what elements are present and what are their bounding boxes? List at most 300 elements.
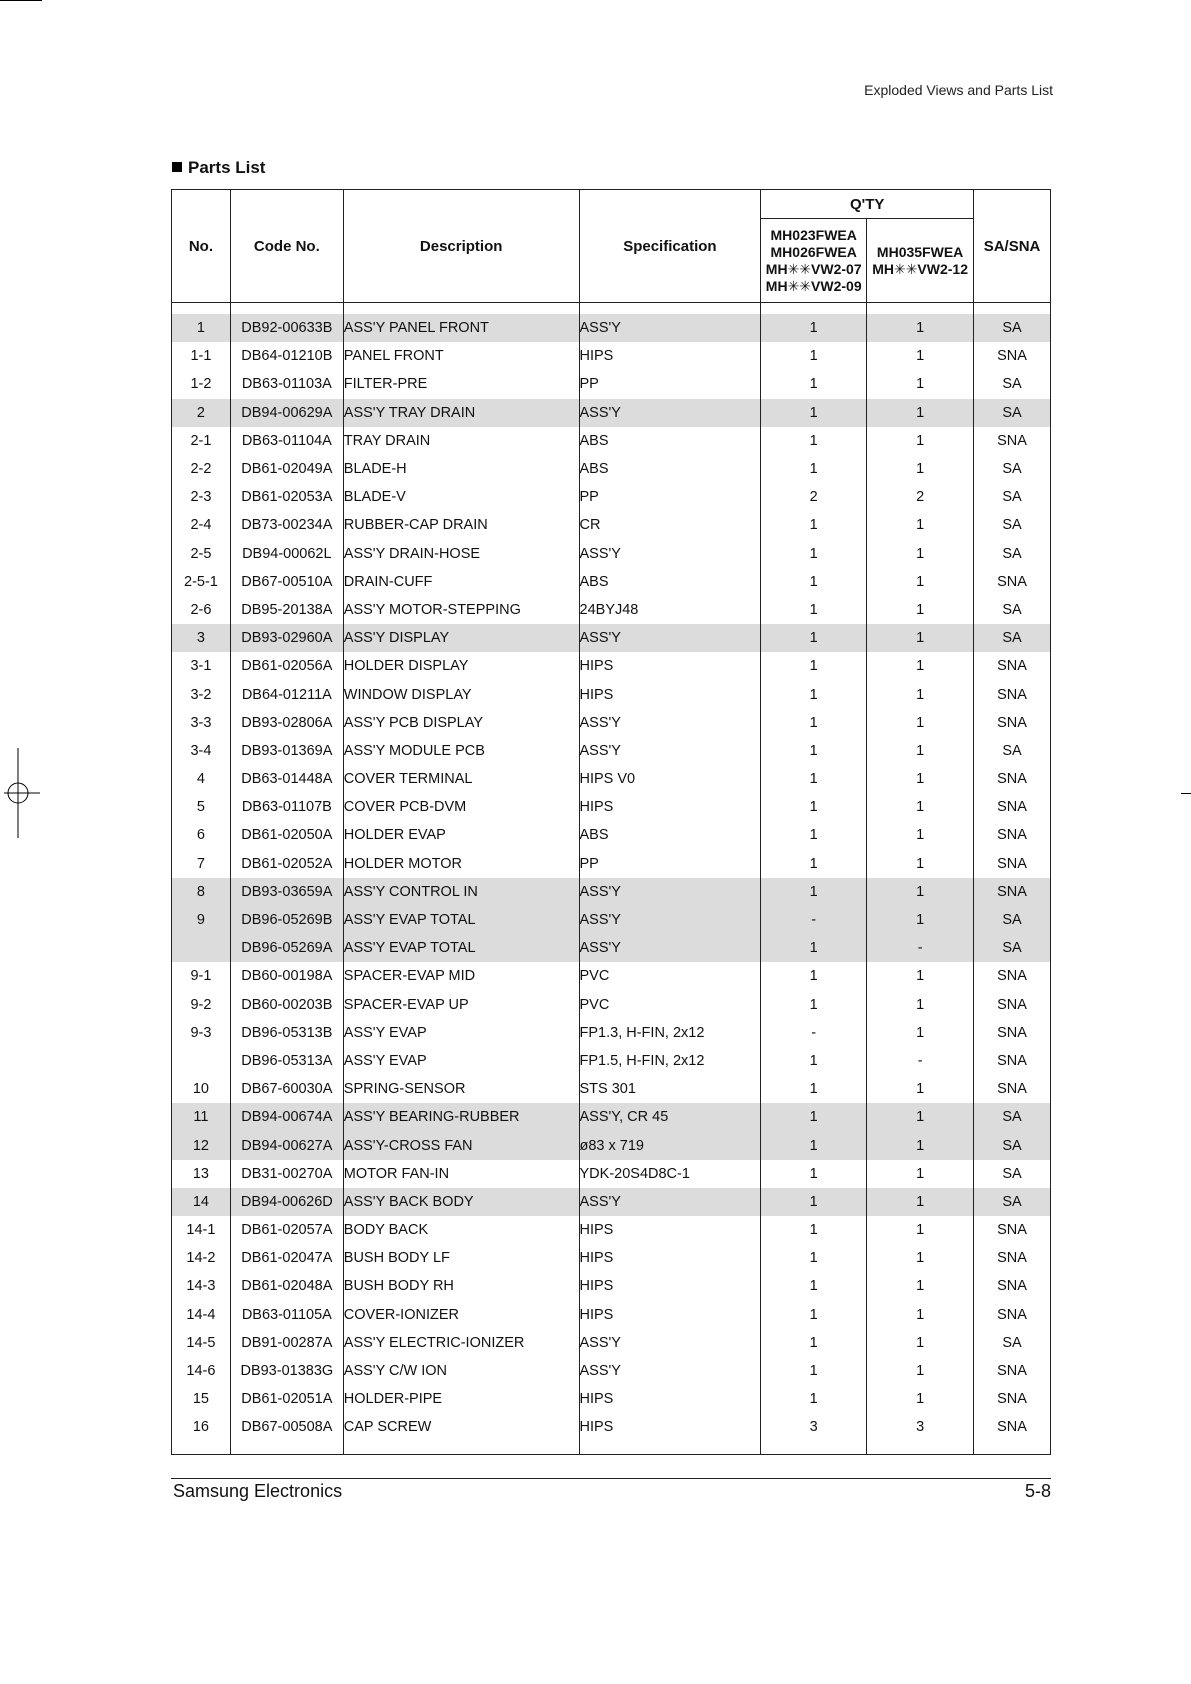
cell-code: DB63-01107B — [230, 793, 343, 821]
cell-qty-model-b: 3 — [867, 1413, 974, 1441]
table-row — [172, 1216, 1051, 1244]
cell-qty-model-b: 1 — [867, 680, 974, 708]
cell-description: ASS'Y EVAP — [343, 1047, 579, 1075]
cell-qty-model-a: 1 — [761, 709, 867, 737]
table-row — [172, 1188, 1051, 1216]
cell-qty-model-a: 2 — [761, 483, 867, 511]
cell-no — [172, 934, 231, 962]
cell-description: ASS'Y ELECTRIC-IONIZER — [343, 1329, 579, 1357]
table-row — [172, 1413, 1051, 1441]
cell-specification: ASS'Y — [579, 1357, 761, 1385]
cell-description: ASS'Y CONTROL IN — [343, 878, 579, 906]
header-qty: Q'TY — [761, 190, 974, 219]
cell-sa-sna: SNA — [974, 991, 1051, 1019]
cell-specification: ABS — [579, 821, 761, 849]
cell-specification: HIPS — [579, 1216, 761, 1244]
cell-sa-sna: SA — [974, 370, 1051, 398]
cell-specification: ASS'Y — [579, 878, 761, 906]
header-model-a: MH023FWEA MH026FWEA MH✳✳VW2-07 MH✳✳VW2-09 — [761, 219, 867, 303]
cell-no: 4 — [172, 765, 231, 793]
cell-no — [172, 1047, 231, 1075]
footer-company: Samsung Electronics — [173, 1481, 343, 1501]
cell-specification: HIPS V0 — [579, 765, 761, 793]
cell-code: DB94-00626D — [230, 1188, 343, 1216]
cell-qty-model-a: 1 — [761, 455, 867, 483]
cell-specification: ASS'Y, CR 45 — [579, 1103, 761, 1131]
cell-sa-sna: SA — [974, 1329, 1051, 1357]
table-row — [172, 793, 1051, 821]
cell-code: DB96-05269B — [230, 906, 343, 934]
cell-code: DB61-02053A — [230, 483, 343, 511]
cell-description: ASS'Y PANEL FRONT — [343, 314, 579, 342]
cell-sa-sna: SA — [974, 540, 1051, 568]
cell-code: DB63-01103A — [230, 370, 343, 398]
cell-code: DB61-02052A — [230, 850, 343, 878]
cell-no: 14-6 — [172, 1357, 231, 1385]
table-row — [172, 680, 1051, 708]
cell-no: 14-3 — [172, 1272, 231, 1300]
cell-code: DB63-01448A — [230, 765, 343, 793]
cell-no: 3-3 — [172, 709, 231, 737]
table-row — [172, 1357, 1051, 1385]
table-row — [172, 1329, 1051, 1357]
cell-qty-model-b: 1 — [867, 878, 974, 906]
cell-description: HOLDER-PIPE — [343, 1385, 579, 1413]
table-row — [172, 1019, 1051, 1047]
table-row — [172, 737, 1051, 765]
cell-specification: HIPS — [579, 1385, 761, 1413]
bullet-square-icon — [172, 162, 182, 172]
cell-qty-model-b: 1 — [867, 511, 974, 539]
cell-specification: PP — [579, 370, 761, 398]
cell-qty-model-a: 1 — [761, 1047, 867, 1075]
cell-qty-model-a: 1 — [761, 991, 867, 1019]
cell-description: ASS'Y BEARING-RUBBER — [343, 1103, 579, 1131]
cell-sa-sna: SNA — [974, 1385, 1051, 1413]
cell-code: DB95-20138A — [230, 596, 343, 624]
cell-specification: ASS'Y — [579, 906, 761, 934]
table-row — [172, 709, 1051, 737]
cell-specification: PVC — [579, 991, 761, 1019]
cell-qty-model-a: 1 — [761, 821, 867, 849]
cell-description: ASS'Y DISPLAY — [343, 624, 579, 652]
cell-description: PANEL FRONT — [343, 342, 579, 370]
table-row — [172, 1385, 1051, 1413]
cell-sa-sna: SNA — [974, 1301, 1051, 1329]
cell-specification: ABS — [579, 568, 761, 596]
cell-sa-sna: SA — [974, 737, 1051, 765]
cell-description: MOTOR FAN-IN — [343, 1160, 579, 1188]
cell-description: DRAIN-CUFF — [343, 568, 579, 596]
cell-qty-model-b: 1 — [867, 1329, 974, 1357]
cell-code: DB93-01369A — [230, 737, 343, 765]
cell-specification: HIPS — [579, 1413, 761, 1441]
cell-qty-model-a: 1 — [761, 793, 867, 821]
cell-qty-model-a: - — [761, 906, 867, 934]
section-title — [172, 158, 265, 178]
cell-sa-sna: SA — [974, 1103, 1051, 1131]
header-sa-sna: SA/SNA — [974, 190, 1051, 303]
cell-no: 16 — [172, 1413, 231, 1441]
cell-code: DB94-00062L — [230, 540, 343, 568]
cell-no: 13 — [172, 1160, 231, 1188]
table-row — [172, 878, 1051, 906]
cell-sa-sna: SA — [974, 314, 1051, 342]
cell-sa-sna: SNA — [974, 1244, 1051, 1272]
table-row — [172, 399, 1051, 427]
cell-description: BLADE-V — [343, 483, 579, 511]
cell-code: DB93-02806A — [230, 709, 343, 737]
cell-qty-model-a: 1 — [761, 1103, 867, 1131]
cell-sa-sna: SNA — [974, 1047, 1051, 1075]
header-specification: Specification — [579, 190, 761, 303]
cell-qty-model-b: 1 — [867, 821, 974, 849]
cell-qty-model-b: 1 — [867, 540, 974, 568]
cell-code: DB92-00633B — [230, 314, 343, 342]
registration-mark-icon — [4, 748, 40, 838]
cell-qty-model-b: 1 — [867, 962, 974, 990]
cell-sa-sna: SNA — [974, 568, 1051, 596]
cell-specification: 24BYJ48 — [579, 596, 761, 624]
cell-no: 14-2 — [172, 1244, 231, 1272]
cell-sa-sna: SNA — [974, 1357, 1051, 1385]
cell-specification: ASS'Y — [579, 399, 761, 427]
cell-sa-sna: SNA — [974, 962, 1051, 990]
cell-specification: YDK-20S4D8C-1 — [579, 1160, 761, 1188]
cell-qty-model-a: 1 — [761, 1160, 867, 1188]
crop-mark-right — [1181, 793, 1191, 794]
table-row — [172, 652, 1051, 680]
cell-specification: HIPS — [579, 1301, 761, 1329]
cell-qty-model-a: 1 — [761, 399, 867, 427]
header-model-b: MH035FWEA MH✳✳VW2-12 — [867, 219, 974, 303]
cell-code: DB61-02047A — [230, 1244, 343, 1272]
cell-sa-sna: SNA — [974, 793, 1051, 821]
cell-sa-sna: SA — [974, 1188, 1051, 1216]
cell-qty-model-b: - — [867, 934, 974, 962]
cell-code: DB61-02057A — [230, 1216, 343, 1244]
cell-qty-model-a: 1 — [761, 1301, 867, 1329]
table-row — [172, 342, 1051, 370]
cell-qty-model-a: - — [761, 1019, 867, 1047]
cell-qty-model-b: 1 — [867, 342, 974, 370]
cell-qty-model-b: 2 — [867, 483, 974, 511]
cell-no: 3-1 — [172, 652, 231, 680]
cell-no: 9-3 — [172, 1019, 231, 1047]
cell-qty-model-b: 1 — [867, 850, 974, 878]
cell-description: SPRING-SENSOR — [343, 1075, 579, 1103]
table-row — [172, 1131, 1051, 1159]
cell-description: ASS'Y PCB DISPLAY — [343, 709, 579, 737]
cell-specification: ASS'Y — [579, 709, 761, 737]
cell-sa-sna: SNA — [974, 652, 1051, 680]
table-row — [172, 1244, 1051, 1272]
cell-qty-model-a: 1 — [761, 624, 867, 652]
cell-qty-model-a: 1 — [761, 540, 867, 568]
cell-qty-model-a: 1 — [761, 1244, 867, 1272]
cell-qty-model-a: 1 — [761, 850, 867, 878]
cell-no: 1 — [172, 314, 231, 342]
cell-qty-model-b: - — [867, 1047, 974, 1075]
cell-sa-sna: SA — [974, 906, 1051, 934]
cell-code: DB96-05269A — [230, 934, 343, 962]
cell-specification: CR — [579, 511, 761, 539]
cell-code: DB73-00234A — [230, 511, 343, 539]
header-description: Description — [343, 190, 579, 303]
cell-specification: ABS — [579, 455, 761, 483]
cell-qty-model-b: 1 — [867, 427, 974, 455]
footer-rule — [171, 1478, 1051, 1479]
cell-description: BODY BACK — [343, 1216, 579, 1244]
cell-code: DB60-00203B — [230, 991, 343, 1019]
cell-code: DB67-00510A — [230, 568, 343, 596]
table-row — [172, 427, 1051, 455]
cell-description: ASS'Y MODULE PCB — [343, 737, 579, 765]
cell-no: 2-3 — [172, 483, 231, 511]
cell-code: DB67-60030A — [230, 1075, 343, 1103]
cell-description: SPACER-EVAP UP — [343, 991, 579, 1019]
cell-sa-sna: SNA — [974, 765, 1051, 793]
cell-specification: HIPS — [579, 793, 761, 821]
cell-qty-model-a: 1 — [761, 652, 867, 680]
table-row — [172, 1047, 1051, 1075]
cell-sa-sna: SA — [974, 399, 1051, 427]
cell-specification: PVC — [579, 962, 761, 990]
cell-description: WINDOW DISPLAY — [343, 680, 579, 708]
cell-qty-model-b: 1 — [867, 793, 974, 821]
cell-qty-model-b: 1 — [867, 455, 974, 483]
cell-qty-model-a: 1 — [761, 1216, 867, 1244]
cell-qty-model-a: 1 — [761, 878, 867, 906]
cell-specification: HIPS — [579, 652, 761, 680]
cell-code: DB63-01105A — [230, 1301, 343, 1329]
cell-qty-model-a: 1 — [761, 596, 867, 624]
cell-no: 6 — [172, 821, 231, 849]
table-row — [172, 624, 1051, 652]
cell-no: 14-1 — [172, 1216, 231, 1244]
cell-description: BUSH BODY LF — [343, 1244, 579, 1272]
table-row — [172, 1272, 1051, 1300]
cell-qty-model-b: 1 — [867, 1188, 974, 1216]
cell-sa-sna: SNA — [974, 1075, 1051, 1103]
cell-sa-sna: SNA — [974, 821, 1051, 849]
cell-qty-model-a: 1 — [761, 511, 867, 539]
cell-specification: FP1.5, H-FIN, 2x12 — [579, 1047, 761, 1075]
cell-qty-model-b: 1 — [867, 1301, 974, 1329]
cell-qty-model-a: 1 — [761, 737, 867, 765]
table-row — [172, 1103, 1051, 1131]
table-row — [172, 568, 1051, 596]
cell-code: DB60-00198A — [230, 962, 343, 990]
cell-qty-model-a: 1 — [761, 1329, 867, 1357]
table-row — [172, 455, 1051, 483]
cell-no: 9 — [172, 906, 231, 934]
cell-sa-sna: SNA — [974, 709, 1051, 737]
cell-code: DB64-01210B — [230, 342, 343, 370]
cell-sa-sna: SA — [974, 483, 1051, 511]
cell-sa-sna: SNA — [974, 680, 1051, 708]
cell-description: ASS'Y DRAIN-HOSE — [343, 540, 579, 568]
cell-qty-model-b: 1 — [867, 596, 974, 624]
cell-qty-model-b: 1 — [867, 1131, 974, 1159]
cell-code: DB67-00508A — [230, 1413, 343, 1441]
cell-code: DB61-02051A — [230, 1385, 343, 1413]
cell-sa-sna: SA — [974, 455, 1051, 483]
cell-specification: ASS'Y — [579, 1188, 761, 1216]
cell-description: SPACER-EVAP MID — [343, 962, 579, 990]
cell-qty-model-b: 1 — [867, 709, 974, 737]
cell-code: DB31-00270A — [230, 1160, 343, 1188]
crop-mark — [0, 0, 42, 1]
table-row — [172, 821, 1051, 849]
cell-no: 1-2 — [172, 370, 231, 398]
cell-qty-model-b: 1 — [867, 568, 974, 596]
cell-no: 2-5 — [172, 540, 231, 568]
table-row — [172, 483, 1051, 511]
cell-code: DB61-02050A — [230, 821, 343, 849]
cell-specification: ASS'Y — [579, 624, 761, 652]
cell-sa-sna: SA — [974, 624, 1051, 652]
cell-sa-sna: SA — [974, 1160, 1051, 1188]
cell-no: 11 — [172, 1103, 231, 1131]
cell-code: DB91-00287A — [230, 1329, 343, 1357]
cell-no: 14-4 — [172, 1301, 231, 1329]
table-row — [172, 1075, 1051, 1103]
cell-qty-model-b: 1 — [867, 399, 974, 427]
cell-no: 2-5-1 — [172, 568, 231, 596]
cell-code: DB94-00674A — [230, 1103, 343, 1131]
cell-description: HOLDER EVAP — [343, 821, 579, 849]
cell-qty-model-b: 1 — [867, 1103, 974, 1131]
cell-qty-model-b: 1 — [867, 1216, 974, 1244]
cell-sa-sna: SNA — [974, 1216, 1051, 1244]
header-code: Code No. — [230, 190, 343, 303]
cell-specification: ASS'Y — [579, 934, 761, 962]
cell-description: ASS'Y C/W ION — [343, 1357, 579, 1385]
cell-sa-sna: SNA — [974, 1413, 1051, 1441]
cell-qty-model-b: 1 — [867, 1357, 974, 1385]
section-title-text: Parts List — [188, 158, 266, 177]
cell-qty-model-b: 1 — [867, 737, 974, 765]
cell-description: ASS'Y-CROSS FAN — [343, 1131, 579, 1159]
cell-no: 5 — [172, 793, 231, 821]
cell-description: CAP SCREW — [343, 1413, 579, 1441]
cell-qty-model-a: 1 — [761, 1131, 867, 1159]
cell-qty-model-a: 1 — [761, 1385, 867, 1413]
cell-qty-model-b: 1 — [867, 370, 974, 398]
cell-qty-model-a: 1 — [761, 680, 867, 708]
cell-qty-model-b: 1 — [867, 624, 974, 652]
cell-no: 2-1 — [172, 427, 231, 455]
table-row — [172, 934, 1051, 962]
cell-no: 2-2 — [172, 455, 231, 483]
cell-qty-model-a: 1 — [761, 934, 867, 962]
cell-specification: STS 301 — [579, 1075, 761, 1103]
cell-no: 10 — [172, 1075, 231, 1103]
table-row — [172, 991, 1051, 1019]
cell-qty-model-a: 1 — [761, 1075, 867, 1103]
cell-no: 9-1 — [172, 962, 231, 990]
cell-sa-sna: SNA — [974, 850, 1051, 878]
cell-description: BUSH BODY RH — [343, 1272, 579, 1300]
cell-qty-model-a: 1 — [761, 427, 867, 455]
cell-code: DB96-05313B — [230, 1019, 343, 1047]
cell-code: DB64-01211A — [230, 680, 343, 708]
table-row — [172, 540, 1051, 568]
cell-specification: ASS'Y — [579, 540, 761, 568]
cell-no: 14 — [172, 1188, 231, 1216]
cell-no: 3 — [172, 624, 231, 652]
cell-qty-model-a: 1 — [761, 342, 867, 370]
running-header: Exploded Views and Parts List — [864, 82, 1053, 98]
cell-qty-model-a: 1 — [761, 568, 867, 596]
cell-qty-model-b: 1 — [867, 906, 974, 934]
cell-code: DB93-02960A — [230, 624, 343, 652]
cell-no: 2 — [172, 399, 231, 427]
table-row — [172, 906, 1051, 934]
cell-specification: ABS — [579, 427, 761, 455]
cell-code: DB94-00629A — [230, 399, 343, 427]
cell-no: 1-1 — [172, 342, 231, 370]
cell-qty-model-a: 1 — [761, 1188, 867, 1216]
cell-description: COVER-IONIZER — [343, 1301, 579, 1329]
cell-description: TRAY DRAIN — [343, 427, 579, 455]
cell-no: 12 — [172, 1131, 231, 1159]
cell-specification: PP — [579, 483, 761, 511]
cell-qty-model-b: 1 — [867, 1075, 974, 1103]
cell-no: 3-2 — [172, 680, 231, 708]
cell-qty-model-b: 1 — [867, 765, 974, 793]
cell-qty-model-a: 3 — [761, 1413, 867, 1441]
cell-qty-model-b: 1 — [867, 1160, 974, 1188]
cell-no: 15 — [172, 1385, 231, 1413]
cell-no: 2-6 — [172, 596, 231, 624]
cell-description: ASS'Y EVAP TOTAL — [343, 934, 579, 962]
cell-qty-model-b: 1 — [867, 1244, 974, 1272]
cell-description: COVER PCB-DVM — [343, 793, 579, 821]
table-row — [172, 1160, 1051, 1188]
cell-code: DB96-05313A — [230, 1047, 343, 1075]
cell-qty-model-a: 1 — [761, 765, 867, 793]
cell-sa-sna: SA — [974, 934, 1051, 962]
cell-description: ASS'Y EVAP — [343, 1019, 579, 1047]
cell-description: HOLDER MOTOR — [343, 850, 579, 878]
cell-specification: HIPS — [579, 1244, 761, 1272]
cell-no: 8 — [172, 878, 231, 906]
cell-specification: HIPS — [579, 1272, 761, 1300]
cell-qty-model-a: 1 — [761, 314, 867, 342]
cell-sa-sna: SNA — [974, 1272, 1051, 1300]
cell-code: DB61-02048A — [230, 1272, 343, 1300]
cell-code: DB61-02049A — [230, 455, 343, 483]
cell-specification: ASS'Y — [579, 314, 761, 342]
cell-sa-sna: SNA — [974, 1019, 1051, 1047]
table-row — [172, 850, 1051, 878]
table-row — [172, 314, 1051, 342]
cell-description: ASS'Y EVAP TOTAL — [343, 906, 579, 934]
cell-specification: HIPS — [579, 342, 761, 370]
cell-no: 14-5 — [172, 1329, 231, 1357]
cell-code: DB93-03659A — [230, 878, 343, 906]
cell-specification: PP — [579, 850, 761, 878]
cell-qty-model-b: 1 — [867, 1272, 974, 1300]
cell-qty-model-b: 1 — [867, 314, 974, 342]
cell-qty-model-a: 1 — [761, 370, 867, 398]
cell-qty-model-b: 1 — [867, 991, 974, 1019]
table-row — [172, 962, 1051, 990]
cell-specification: ø83 x 719 — [579, 1131, 761, 1159]
cell-description: RUBBER-CAP DRAIN — [343, 511, 579, 539]
